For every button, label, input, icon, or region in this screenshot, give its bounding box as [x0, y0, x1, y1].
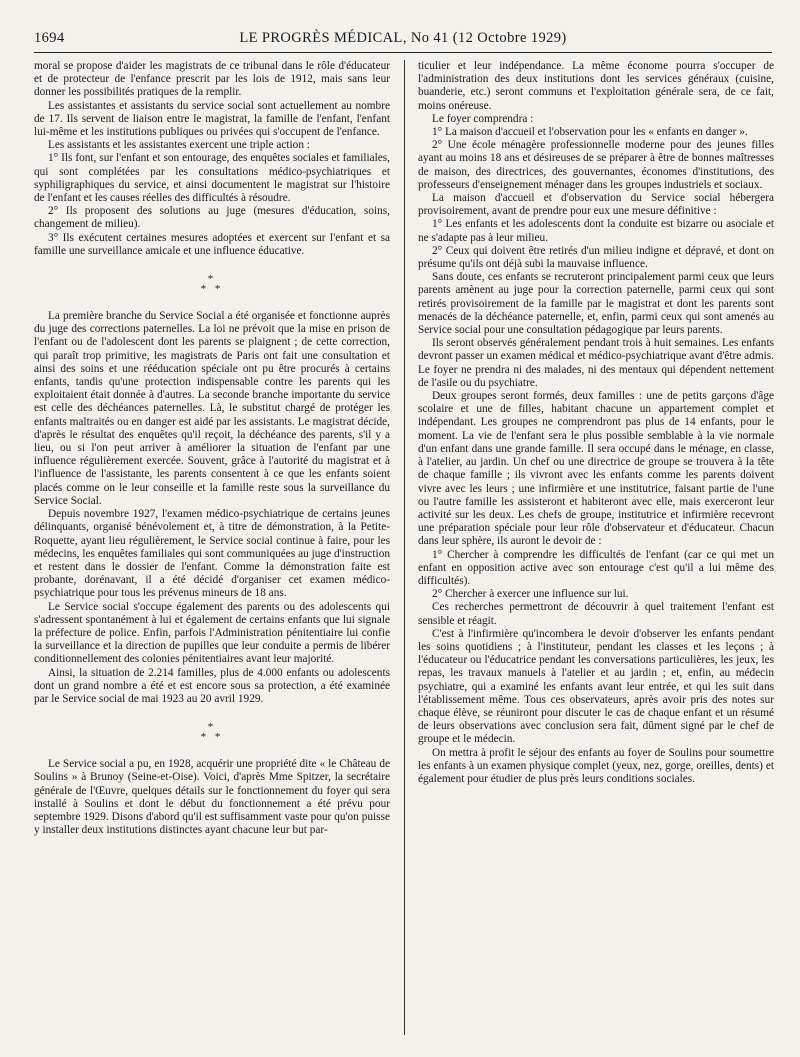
paragraph: 1° La maison d'accueil et l'observation pour les « enfants en danger ». [432, 126, 748, 139]
paragraph: 1° Les enfants et les adolescents dont la conduite est bizarre ou asociale et ne s'adapte pas à leur milieu. [418, 218, 774, 244]
paragraph: Depuis novembre 1927, l'examen médico-psychiatrique de certains jeunes délinquants, organisé bénévolement et, à titre de démonstration, à la Petite-Roquette, ayant lieu régulièrement, le Service social continue à faire, pour les médecins, les enquêtes familiales qui sont communiquées au juge d'instruction et restent dans le dossier de l'enfant. Comme la démonstration faite est probante, dorénavant, il a été décidé d'organiser cet examen médico-psychiatrique pour tous les prévenus mineurs de 18 ans. [34, 508, 390, 600]
paragraph: 1° Ils font, sur l'enfant et son entourage, des enquêtes sociales et familiales, qui sont complétées par les consultations médico-psychiatriques et syphiligraphiques du service, et ainsi documentent le magistrat sur l'histoire de l'enfant et les causes réelles des difficultés à résoudre. [34, 152, 390, 205]
paragraph: 2° Chercher à exercer une influence sur lui. [432, 588, 629, 601]
paragraph: Ainsi, la situation de 2.214 familles, plus de 4.000 enfants ou adolescents dont un grand nombre a été et est encore sous sa protection, a été examinée par le Service social de mai 1923 au 20 avril 1929. [34, 666, 390, 705]
paragraph: 3° Ils exécutent certaines mesures adoptées et exercent sur l'enfant et sa famille une surveillance amicale et une influence éducative. [34, 231, 390, 257]
paragraph: 2° Une école ménagère professionnelle moderne pour des jeunes filles ayant au moins 18 ans et désireuses de se préparer à être de bonnes maîtresses de maison, des directrices, des gouvernantes, économes d'institutions, des professeurs d'enseignement ménager dans les groupes industriels et sociaux. [418, 139, 774, 191]
paragraph: Le Service social a pu, en 1928, acquérir une propriété dite « le Château de Soulins » à Brunoy (Seine-et-Oise). Voici, d'après Mme Spitzer, la secrétaire générale de l'Œuvre, quelques détails sur le fonctionnement du foyer qui sera installé à Soulins et dont le début du fonctionnement a été prévu pour septembre 1929. Disons d'abord qu'il est suffisamment vaste pour qu'on puisse y installer deux institutions distinctes ayant chacune leur but par- [34, 758, 390, 837]
section-asterism: * * * [200, 721, 224, 744]
page-number: 1694 [34, 30, 65, 46]
paragraph: On mettra à profit le séjour des enfants au foyer de Soulins pour soumettre les enfants à un examen physique complet (yeux, nez, gorge, oreilles, dents) et également pour étudier de plus près leurs conditions sociales. [418, 746, 774, 785]
paragraph: 1° Chercher à comprendre les difficultés de l'enfant (car ce qui met un enfant en opposition active avec son entourage c'est qu'il a lui même des difficultés). [418, 548, 774, 587]
paragraph: moral se propose d'aider les magistrats de ce tribunal dans le rôle d'éducateur et de protecteur de l'enfance prescrit par les lois de 1912, mais sans leur donner les possibilités pratiques de la remplir. [34, 60, 390, 99]
paragraph: Le foyer comprendra : [432, 112, 534, 125]
paragraph: C'est à l'infirmière qu'incombera le devoir d'observer les enfants pendant les soins quotidiens ; à l'instituteur, pendant les classes et les leçons ; à l'éducateur ou l'éducatrice pendant les conversations particulières, les jeux, les repas, les travaux manuels à l'atelier et au jardin ; et, enfin, au médecin psychiatre, qui a examiné les enfants avant leur entrée, et qui les suit dans l'établissement même. Tous ces observateurs, après avoir pris des notes sur chaque élève, se réuniront pour discuter le cas de chaque enfant et un résumé de leurs observations avec conclusion sera fait, dûment signé par le chef de groupe et le médecin. [418, 627, 774, 746]
running-title: LE PROGRÈS MÉDICAL, No 41 (12 Octobre 1929) [239, 30, 567, 46]
column-divider [404, 60, 405, 1035]
paragraph: La première branche du Service Social a été organisée et fonctionne auprès du juge des corrections paternelles. La loi ne prévoit que la mise en prison de l'enfant ou de l'adolescent dont les parents se plaignent ; de cette correction, qui paraît trop primitive, les magistrats de Paris ont fait une consultation et ainsi des soins et une rééducation spéciale ont pu être procurés à certains enfants, tandis qu'une protection indispensable contre les parents qui les exploitaient était donnée à d'autres. La seconde branche importante du service est celle des déchéances paternelles. Là, le substitut chargé de protéger les enfants maltraités ou en danger est aidé par les assistants. Le magistrat décide, d'après le résultat des enquêtes qu'il reçoit, la déchéance des parents, s'il y a lieu, ou si l'on peut arriver à améliorer la situation de l'enfant par une influence régulièrement exercée. Souvent, grâce à l'autorité du magistrat et à l'influence de l'assistante, les parents consentent à ce que les enfants soient placés comme on le leur conseille et la famille reste sous la surveillance du Service Social. [34, 310, 390, 507]
paragraph: Ils seront observés généralement pendant trois à huit semaines. Les enfants devront passer un examen médical et médico-psychiatrique avant d'être admis. Le foyer ne prendra ni des malades, ni des mentaux qui dépendent nettement de l'asile ou du psychiatre. [418, 337, 774, 389]
header-rule [34, 52, 772, 53]
right-column [418, 60, 774, 786]
paragraph: Ces recherches permettront de découvrir à quel traitement l'enfant est sensible et réagit. [418, 601, 774, 627]
paragraph: Sans doute, ces enfants se recruteront principalement parmi ceux que leurs parents amènent au juge pour la correction paternelle, parmi ceux qui sont retirés provisoirement de la famille par le magistrat et dont les parents sont menacés de la déchéance paternelle, et, enfin, parmi ceux qui sont amenés au Service social pour une consultation pédagogique par leurs parents. [418, 271, 774, 337]
section-asterism: * * * [200, 273, 224, 296]
page-header [34, 30, 772, 50]
paragraph: Deux groupes seront formés, deux familles : une de petits garçons d'âge scolaire et une de filles, habitant chacune un appartement complet et indépendant. Les groupes ne comprendront pas plus de 14 enfants, pour le moment. La vie de l'enfant sera le plus possible semblable à la vie normale d'un enfant dans une grande famille. Il sera occupé dans le ménage, en classe, à l'atelier, au jardin. Un chef ou une directrice de groupe se trouvera à la tête de chaque famille ; ils vivront avec les enfants comme les parents doivent vivre avec les leurs ; une infirmière et une institutrice, faisant partie de l'une ou l'autre famille les assisteront et habiteront avec elle, mais exerceront leur activité sur les deux. Les chefs de groupe, institutrice et infirmière recevront une préparation spéciale pour leur rôle d'observateur et d'éducateur. Chacun dans leur sphère, ils auront le devoir de : [418, 390, 774, 548]
paragraph: ticulier et leur indépendance. La même économe pourra s'occuper de l'administration des deux institutions dont les services généraux (cuisine, buanderie, etc.) seront communs et l'exploitation générale sera, de ce fait, moins onéreuse. [418, 60, 774, 112]
paragraph: Les assistants et les assistantes exercent une triple action : [48, 139, 310, 152]
paragraph: Le Service social s'occupe également des parents ou des adolescents qui s'adressent spontanément à lui et également de certains enfants que lui signale la préfecture de police. Enfin, parfois l'Administration pénitentiaire lui confie la surveillance et la direction de pupilles que leur conduite a permis de libérer conditionnellement des colonies pénitentiaires avant leur majorité. [34, 600, 390, 666]
paragraph: 2° Ils proposent des solutions au juge (mesures d'éducation, soins, changement de milieu). [34, 205, 390, 231]
paragraph: Les assistantes et assistants du service social sont actuellement au nombre de 17. Ils servent de liaison entre le magistrat, la famille de l'enfant, l'enfant lui-même et les institutions publiques ou privées qui s'occupent de l'enfance. [34, 99, 390, 139]
paragraph: La maison d'accueil et d'observation du Service social hébergera provisoirement, avant de prendre pour eux une mesure définitive : [418, 192, 774, 218]
paragraph: 2° Ceux qui doivent être retirés d'un milieu indigne et dépravé, et dont on présume qu'ils ont déjà subi la mauvaise influence. [418, 244, 774, 271]
left-column [34, 60, 390, 837]
